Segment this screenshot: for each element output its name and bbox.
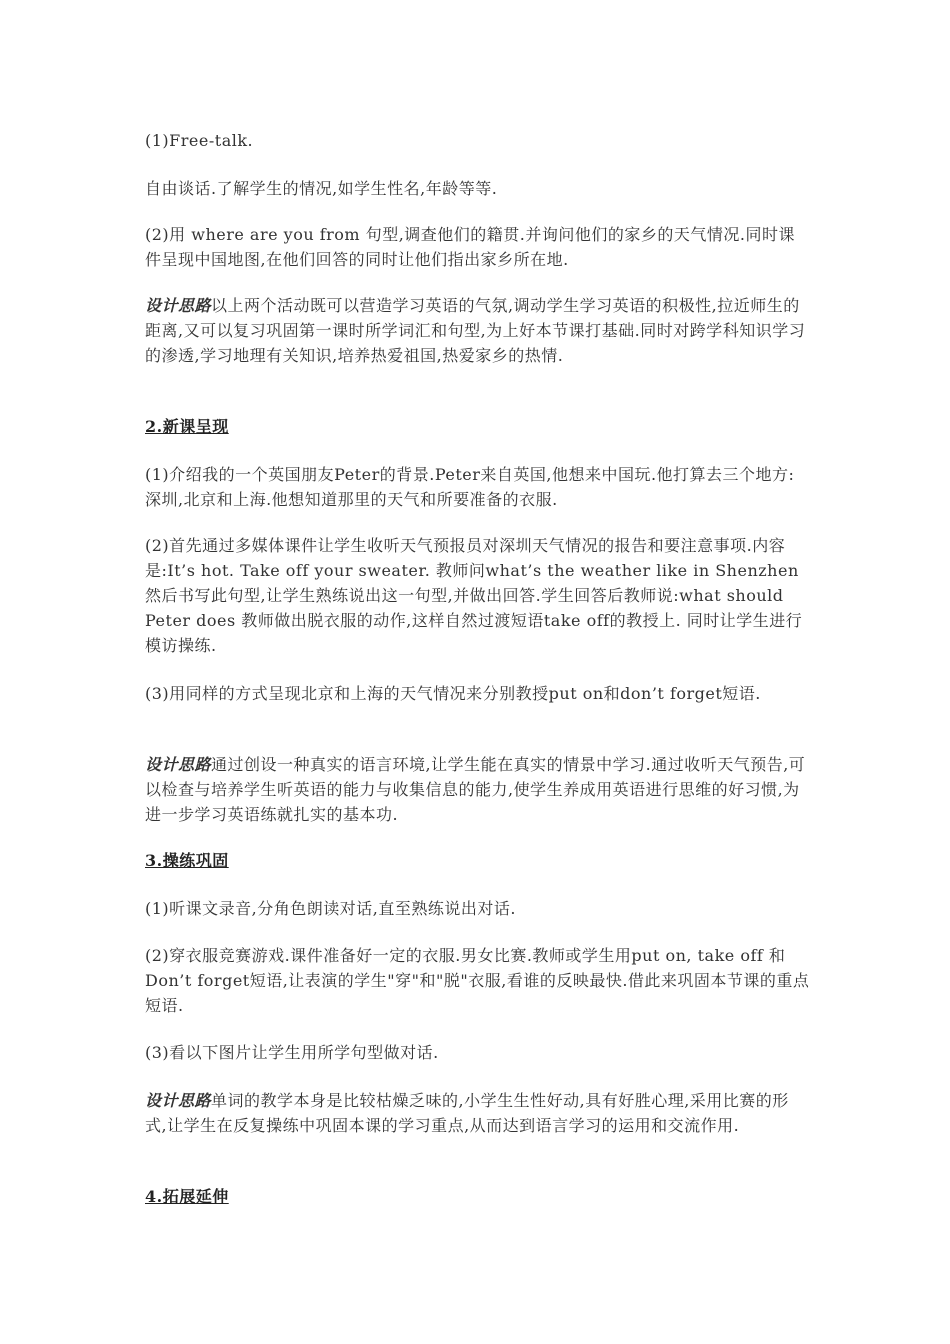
- section-heading-extension: 4.拓展延伸: [145, 1187, 229, 1206]
- design-idea-2: [145, 752, 810, 827]
- hometown-weather-item: (2)用 where are you from 句型,调查他们的籍贯.并询问他们的家乡的天气情况.同时课件呈现中国地图,在他们回答的同时让他们指出家乡所在地.: [145, 225, 795, 269]
- listen-recording-item: (1)听课文录音,分角色朗读对话,直至熟练说出对话.: [145, 899, 516, 918]
- beijing-shanghai-item: (3)用同样的方式呈现北京和上海的天气情况来分别教授put on和don’t forget短语.: [145, 684, 761, 703]
- weather-forecast-item: (2)首先通过多媒体课件让学生收听天气预报员对深圳天气情况的报告和要注意事项.内容是:It’s hot. Take off your sweater. 教师问what’s the weather like in Shenzhen 然后书写此句型,让学生熟练说出这一句型,并做出回答.学生回答后教师说:what should Peter does 教师做出脱衣服的动作,这样自然过渡短语take off的教授上. 同时让学生进行模访操练.: [145, 536, 803, 655]
- design-idea-label: 设计思路: [145, 755, 212, 774]
- section-heading-new-lesson: 2.新课呈现: [145, 417, 229, 436]
- design-idea-label: 设计思路: [145, 1091, 212, 1110]
- free-talk-item: (1)Free-talk.: [145, 131, 254, 150]
- design-idea-text: 以上两个活动既可以营造学习英语的气氛,调动学生学习英语的积极性,拉近师生的距离,又可以复习巩固第一课时所学词汇和句型,为上好本节课打基础.同时对跨学科知识学习的渗透,学习地理有关知识,培养热爱祖国,热爱家乡的热情.: [145, 296, 806, 365]
- section-heading-practice: 3.操练巩固: [145, 851, 229, 870]
- design-idea-label: 设计思路: [145, 296, 212, 315]
- design-idea-1: [145, 293, 810, 368]
- design-idea-text: 通过创设一种真实的语言环境,让学生能在真实的情景中学习.通过收听天气预告,可以检查与培养学生听英语的能力与收集信息的能力,使学生养成用英语进行思维的好习惯,为进一步学习英语练就扎实的基本功.: [145, 755, 806, 824]
- dressing-game-item: (2)穿衣服竞赛游戏.课件准备好一定的衣服.男女比赛.教师或学生用put on, take off 和Don’t forget短语,让表演的学生"穿"和"脱"衣服,看谁的反映最快.借此来巩固本节课的重点短语.: [145, 946, 810, 1015]
- free-talk-description: 自由谈话.了解学生的情况,如学生性名,年龄等等.: [145, 179, 498, 198]
- design-idea-3: [145, 1088, 810, 1138]
- picture-dialogue-item: (3)看以下图片让学生用所学句型做对话.: [145, 1043, 439, 1062]
- introduce-peter-item: (1)介绍我的一个英国朋友Peter的背景.Peter来自英国,他想来中国玩.他打算去三个地方:深圳,北京和上海.他想知道那里的天气和所要准备的衣服.: [145, 465, 795, 509]
- design-idea-text: 单词的教学本身是比较枯燥乏味的,小学生生性好动,具有好胜心理,采用比赛的形式,让学生在反复操练中巩固本课的学习重点,从而达到语言学习的运用和交流作用.: [145, 1091, 789, 1135]
